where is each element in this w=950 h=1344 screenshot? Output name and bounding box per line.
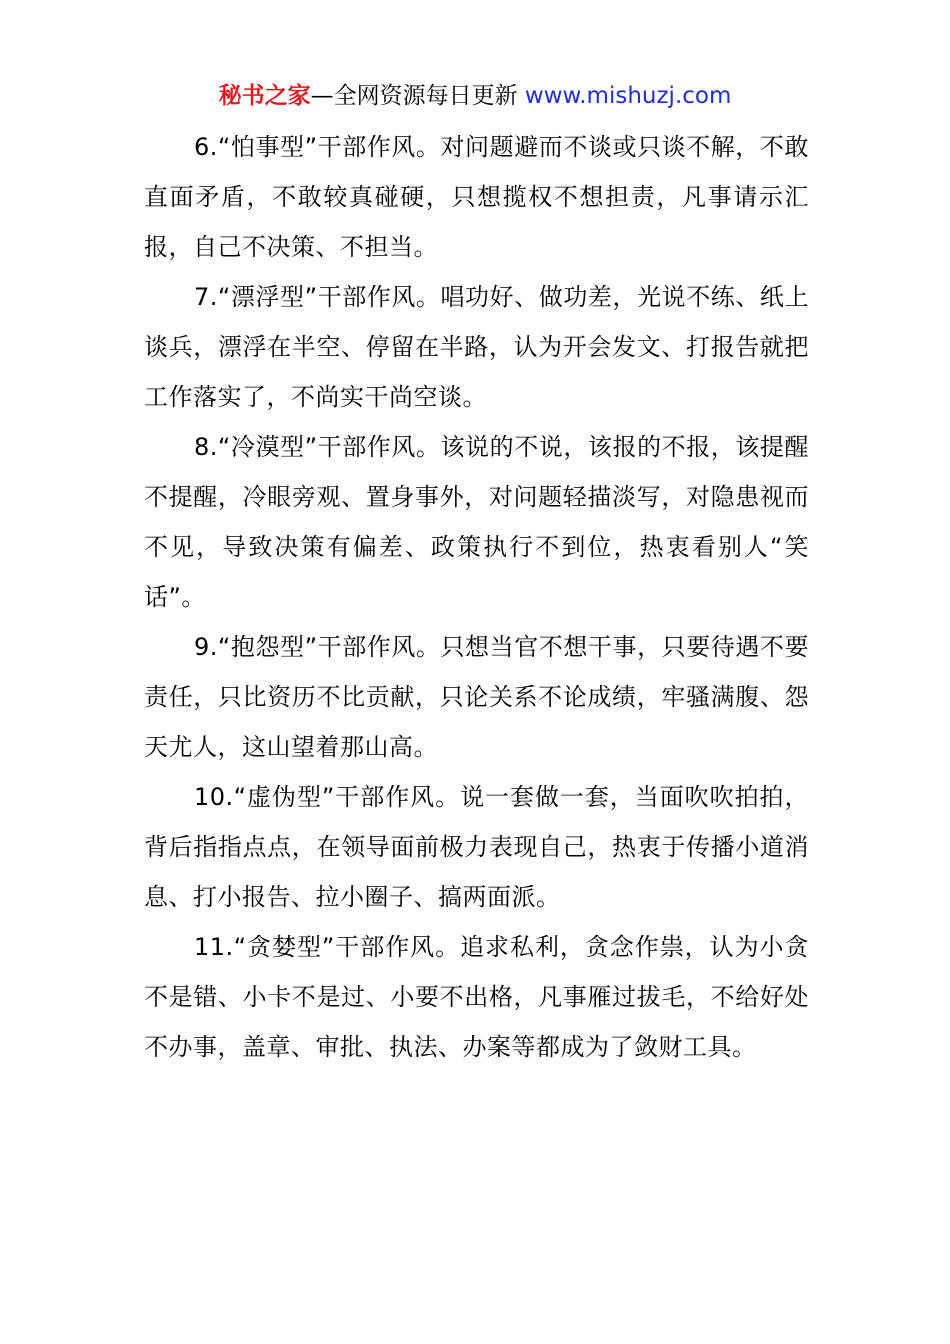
document-body bbox=[144, 122, 809, 1072]
paragraph-7: 7.“漂浮型”干部作风。唱功好、做功差，光说不练、纸上谈兵，漂浮在半空、停留在半路，认为开会发文、打报告就把工作落实了，不尚实干尚空谈。 bbox=[144, 283, 809, 411]
website-link[interactable]: www.mishuzj.com bbox=[524, 83, 732, 109]
paragraph-10: 10.“虚伪型”干部作风。说一套做一套，当面吹吹拍拍，背后指指点点，在领导面前极力表现自己，热衷于传播小道消息、打小报告、拉小圈子、搞两面派。 bbox=[144, 783, 809, 911]
brand-name: 秘书之家 bbox=[218, 83, 311, 109]
paragraph-8: 8.“冷漠型”干部作风。该说的不说，该报的不报，该提醒不提醒，冷眼旁观、置身事外，对问题轻描淡写，对隐患视而不见，导致决策有偏差、政策执行不到位，热衷看别人“笑话”。 bbox=[144, 433, 809, 611]
page-header bbox=[0, 78, 950, 114]
paragraph-9: 9.“抱怨型”干部作风。只想当官不想干事，只要待遇不要责任，只比资历不比贡献，只论关系不论成绩，牢骚满腹、怨天尤人，这山望着那山高。 bbox=[144, 633, 809, 761]
paragraph-6: 6.“怕事型”干部作风。对问题避而不谈或只谈不解，不敢直面矛盾，不敢较真碰硬，只想揽权不想担责，凡事请示汇报，自己不决策、不担当。 bbox=[144, 133, 809, 261]
paragraph-11: 11.“贪婪型”干部作风。追求私利，贪念作祟，认为小贪不是错、小卡不是过、小要不出格，凡事雁过拔毛，不给好处不办事，盖章、审批、执法、办案等都成为了敛财工具。 bbox=[144, 933, 809, 1061]
header-tagline: —全网资源每日更新 bbox=[310, 83, 525, 109]
